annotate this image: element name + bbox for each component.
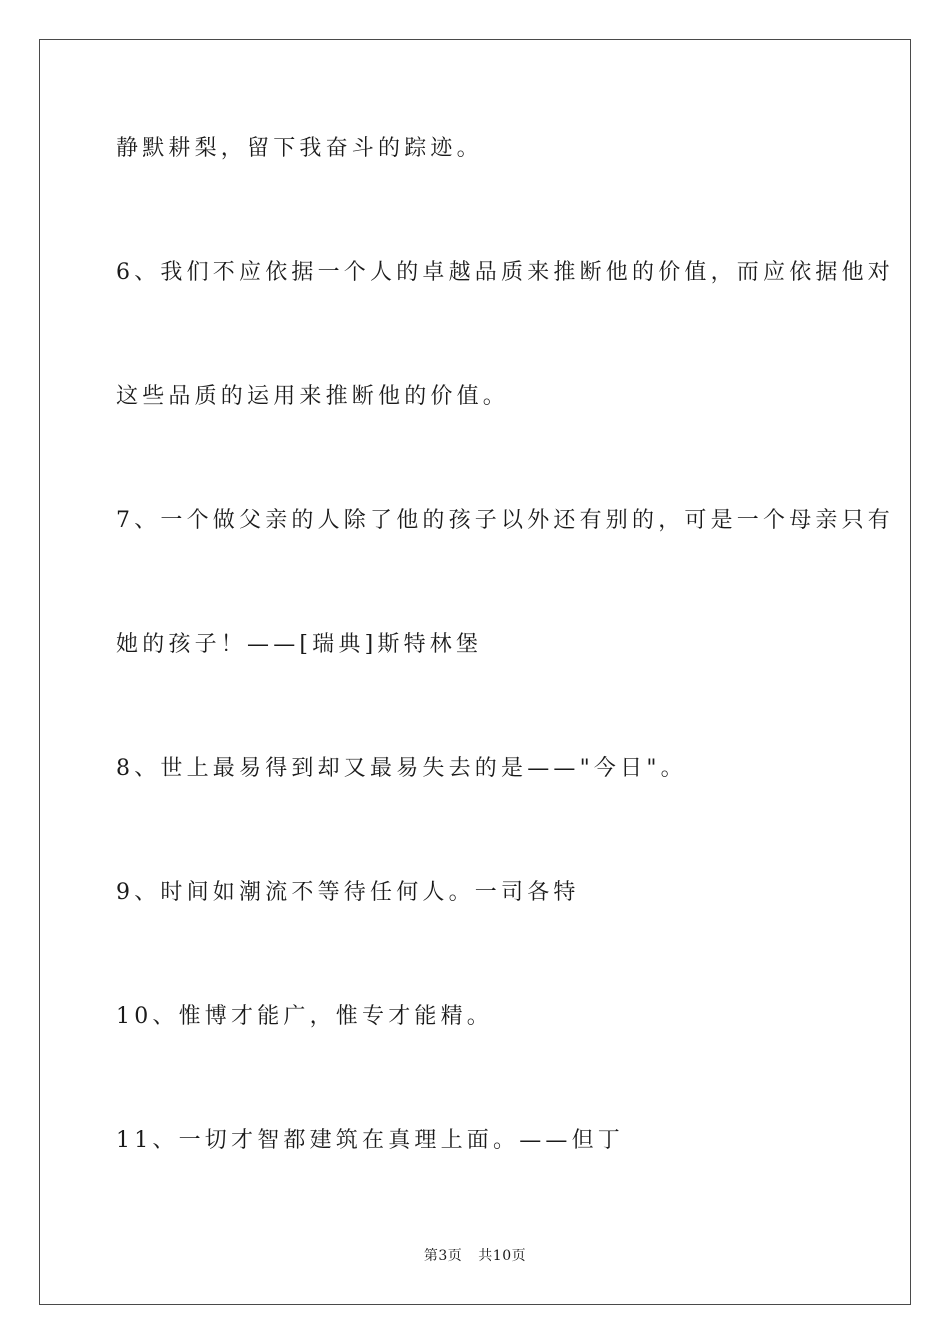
text-line: 10、惟博才能广，惟专才能精。 — [116, 1004, 493, 1029]
text-line: 9、时间如潮流不等待任何人。一司各特 — [116, 880, 580, 905]
text-line: 静默耕梨，留下我奋斗的踪迹。 — [116, 136, 483, 161]
page-total: 共10页 — [478, 1248, 527, 1264]
text-line: 7、一个做父亲的人除了他的孩子以外还有别的，可是一个母亲只有 — [116, 508, 894, 533]
text-line: 8、世上最易得到却又最易失去的是——"今日"。 — [116, 756, 687, 781]
text-line: 这些品质的运用来推断他的价值。 — [116, 384, 510, 409]
text-line: 她的孩子！——[瑞典]斯特林堡 — [116, 632, 483, 657]
text-line: 11、一切才智都建筑在真理上面。——但丁 — [116, 1128, 624, 1153]
page-footer — [0, 1246, 950, 1266]
page-number: 第3页 — [423, 1248, 463, 1264]
page-border — [39, 39, 911, 1305]
text-line: 6、我们不应依据一个人的卓越品质来推断他的价值，而应依据他对 — [116, 260, 894, 285]
